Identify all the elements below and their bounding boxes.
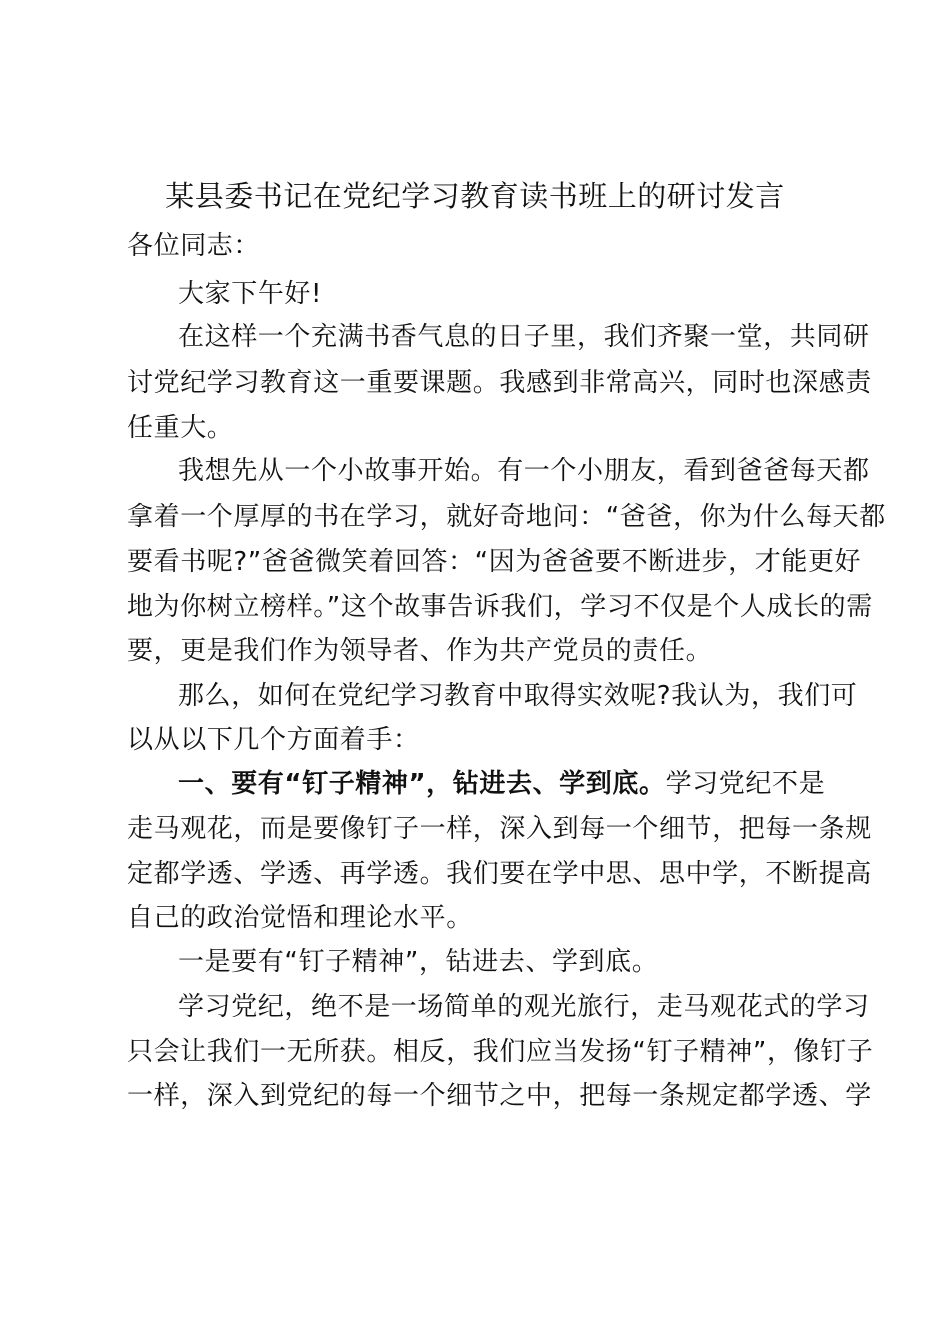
paragraph-line: 一样，深入到党纪的每一个细节之中，把每一条规定都学透、学 <box>127 1081 872 1111</box>
paragraph-line: 以从以下几个方面着手： <box>127 725 420 755</box>
paragraph-line: 要看书呢?”爸爸微笑着回答：“因为爸爸要不断进步，才能更好 <box>127 547 862 577</box>
subheading-line: 一是要有“钉子精神”，钻进去、学到底。 <box>178 947 659 977</box>
paragraph-line: 地为你树立榜样。”这个故事告诉我们，学习不仅是个人成长的需 <box>127 592 873 622</box>
paragraph-line: 讨党纪学习教育这一重要课题。我感到非常高兴，同时也深感责 <box>127 368 872 398</box>
paragraph-line: 那么，如何在党纪学习教育中取得实效呢?我认为，我们可 <box>178 681 858 711</box>
paragraph-line: 要，更是我们作为领导者、作为共产党员的责任。 <box>127 636 713 666</box>
document-title: 某县委书记在党纪学习教育读书班上的研讨发言 <box>165 179 785 213</box>
section-heading-continuation: 学习党纪不是 <box>665 769 826 799</box>
section-heading-line <box>178 767 825 801</box>
paragraph-line: 走马观花，而是要像钉子一样，深入到每一个细节，把每一条规 <box>127 814 872 844</box>
paragraph-line: 拿着一个厚厚的书在学习，就好奇地问：“爸爸，你为什么每天都 <box>127 502 886 532</box>
section-heading: 一、要有“钉子精神”，钻进去、学到底。 <box>178 769 666 799</box>
paragraph-line: 我想先从一个小故事开始。有一个小朋友，看到爸爸每天都 <box>178 456 870 486</box>
greeting: 大家下午好! <box>178 279 323 309</box>
paragraph-line: 学习党纪，绝不是一场简单的观光旅行，走马观花式的学习 <box>178 992 870 1022</box>
paragraph-line: 自己的政治觉悟和理论水平。 <box>127 903 473 933</box>
paragraph-line: 在这样一个充满书香气息的日子里，我们齐聚一堂，共同研 <box>178 322 870 352</box>
salutation: 各位同志： <box>127 231 261 261</box>
paragraph-line: 只会让我们一无所获。相反，我们应当发扬“钉子精神”，像钉子 <box>127 1037 874 1067</box>
paragraph-line: 定都学透、学透、再学透。我们要在学中思、思中学，不断提高 <box>127 859 872 889</box>
paragraph-line: 任重大。 <box>127 413 234 443</box>
